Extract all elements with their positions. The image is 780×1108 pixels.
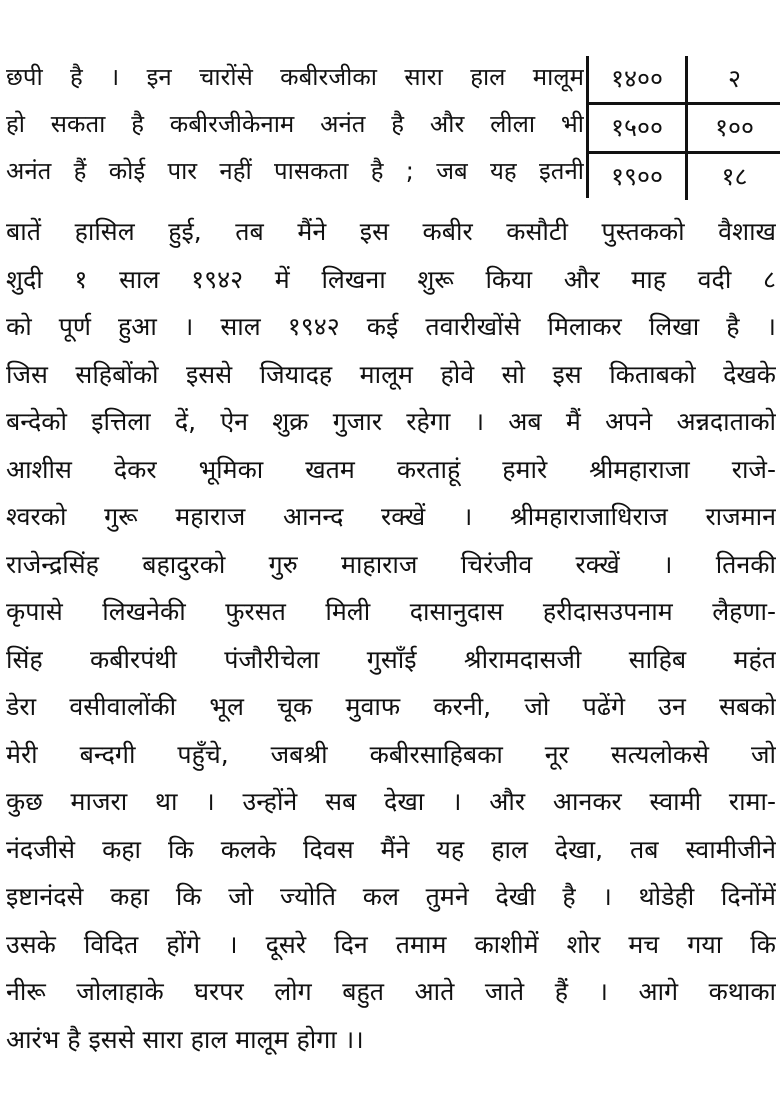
table-cell-left: १४००	[589, 56, 688, 102]
text-line: कुछ माजरा था । उन्होंने सब देखा । और आनकर स्वामी रामा-	[6, 787, 776, 816]
text-line: नीरू जोलाहाके घरपर लोग बहुत आते जाते हैं । आगे कथाका	[6, 977, 776, 1006]
text-line: सिंह कबीरपंथी पंजौरीचेला गुसाँई श्रीरामदासजी साहिब महंत	[6, 644, 776, 674]
table-row	[589, 102, 780, 151]
table-cell-right: १००	[714, 113, 754, 142]
text-line: कृपासे लिखनेकी फुरसत मिली दासानुदास हरीदासउपनाम लैहणा-	[6, 597, 776, 626]
table-cell-right: १८	[721, 162, 748, 191]
text-line: श्वरको गुरू महाराज आनन्द रक्खें । श्रीमहाराजाधिराज राजमान	[6, 502, 776, 531]
table-cell-right: २	[727, 64, 741, 93]
text-line: बन्देको इत्तिला दें, ऐन शुक्र गुजार रहेगा । अब मैं अपने अन्नदाताको	[6, 407, 776, 436]
text-line: उसके विदित होंगे । दूसरे दिन तमाम काशीमें शोर मच गया कि	[6, 929, 776, 959]
text-line: डेरा वसीवालोंकी भूल चूक मुवाफ करनी, जो पढेंगे उन सबको	[6, 692, 776, 721]
top-text	[6, 54, 584, 195]
text-line: इष्टानंदसे कहा कि जो ज्योति कल तुमने देखी है । थोडेही दिनोंमें	[6, 882, 776, 911]
body-text	[6, 208, 776, 1063]
text-line: अनंत हैं कोई पार नहीं पासकता है ; जब यह इतनी	[6, 157, 584, 185]
table-row	[589, 56, 780, 102]
text-line: बातें हासिल हुई, तब मैंने इस कबीर कसौटी पुस्तकको वैशाख	[6, 217, 776, 246]
text-line: आरंभ है इससे सारा हाल मालूम होगा ।।	[6, 1024, 364, 1054]
table-row	[589, 151, 780, 200]
table-cell-left: १९००	[589, 154, 688, 200]
text-line: नंदजीसे कहा कि कलके दिवस मैंने यह हाल देखा, तब स्वामीजीने	[6, 834, 776, 864]
text-line: मेरी बन्दगी पहुँचे, जबश्री कबीरसाहिबका नूर सत्यलोकसे जो	[6, 739, 776, 769]
text-line: राजेन्द्रसिंह बहादुरको गुरु माहाराज चिरंजीव रक्खें । तिनकी	[6, 549, 776, 579]
text-line: आशीस देकर भूमिका खतम करताहूं हमारे श्रीमहाराजा राजे-	[6, 454, 776, 484]
top-block	[6, 54, 776, 204]
number-table	[586, 56, 780, 198]
table-cell-left: १५००	[589, 105, 688, 151]
text-line: छपी है । इन चारोंसे कबीरजीका सारा हाल मालूम	[6, 63, 584, 91]
text-line: शुदी १ साल १९४२ में लिखना शुरू किया और माह वदी ८	[6, 264, 776, 294]
text-line: हो सकता है कबीरजीकेनाम अनंत है और लीला भी	[6, 110, 584, 138]
text-line: जिस सहिबोंको इससे जियादह मालूम होवे सो इस किताबको देखके	[6, 359, 776, 389]
text-line: को पूर्ण हुआ । साल १९४२ कई तवारीखोंसे मिलाकर लिखा है ।	[6, 312, 776, 341]
